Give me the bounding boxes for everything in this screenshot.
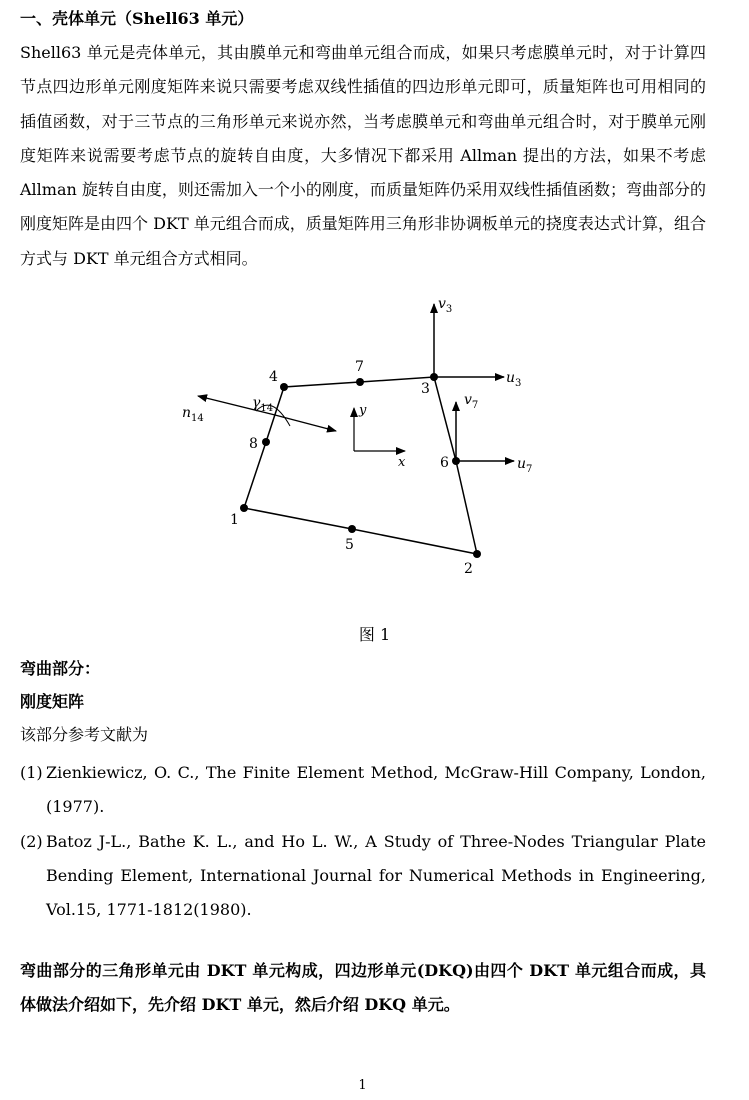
node-label-3: 3 <box>421 381 430 397</box>
node-label-5: 5 <box>345 537 354 553</box>
node-label-6: 6 <box>440 455 449 471</box>
figure-caption: 图 1 <box>358 625 391 644</box>
reference-list <box>20 756 706 927</box>
figure-shell-element <box>168 290 568 590</box>
node-2 <box>473 550 481 558</box>
reference-text: Batoz J-L., Bathe K. L., and Ho L. W., A Study of Three-Nodes Triangular Plate Bending Element, International Journal for Numerical Methods in Engineering, Vol.15, 1771-1812(1980). <box>46 831 706 920</box>
section-heading: 一、壳体单元（Shell63 单元） <box>20 9 254 28</box>
label-n14: $n_{14}$ <box>182 405 204 424</box>
node-1 <box>240 504 248 512</box>
reference-item <box>20 756 706 825</box>
closing-paragraph: 弯曲部分的三角形单元由 DKT 单元构成，四边形单元(DKQ)由四个 DKT 单元组合而成，具体做法介绍如下，先介绍 DKT 单元，然后介绍 DKQ 单元。 <box>20 961 706 1014</box>
node-label-8: 8 <box>249 436 258 452</box>
references-intro: 该部分参考文献为 <box>20 725 149 744</box>
node-label-2: 2 <box>464 561 473 577</box>
reference-number: (2) <box>20 831 43 851</box>
body-paragraph: Shell63 单元是壳体单元，其由膜单元和弯曲单元组合而成，如果只考虑膜单元时，对于计算四节点四边形单元刚度矩阵来说只需要考虑双线性插值的四边形单元即可，质量矩阵也可用相同的插值函数，对于三节点的三角形单元来说亦然，当考虑膜单元和弯曲单元组合时，对于膜单元刚度矩阵来说需要考虑节点的旋转自由度，大多情况下都采用 Allman 提出的方法，如果不考虑 Allman 旋转自由度，则还需加入一个小的刚度，而质量矩阵仍采用双线性插值函数；弯曲部分的刚度矩阵是由四个 DKT 单元组合而成，质量矩阵用三角形非协调板单元的挠度表达式计算，组合方式与 DKT 单元组合方式相同。 <box>20 43 706 268</box>
node-label-4: 4 <box>269 369 278 385</box>
node-8 <box>262 438 270 446</box>
node-4 <box>280 383 288 391</box>
node-7 <box>356 378 364 386</box>
label-v3: $v_3$ <box>438 296 453 315</box>
label-u3: $u_3$ <box>506 370 522 389</box>
reference-text: Zienkiewicz, O. C., The Finite Element Method, McGraw-Hill Company, London, (1977). <box>46 763 706 817</box>
reference-item <box>20 825 706 928</box>
label-gamma14: $\gamma_{14}$ <box>252 395 274 414</box>
page-number: 1 <box>358 1078 367 1093</box>
label-v7: $v_7$ <box>464 392 479 411</box>
label-u7: $u_7$ <box>517 456 533 475</box>
subheading-bending: 弯曲部分： <box>20 659 101 678</box>
subheading-stiffness: 刚度矩阵 <box>20 692 85 711</box>
node-5 <box>348 525 356 533</box>
reference-number: (1) <box>20 763 43 782</box>
node-label-1: 1 <box>230 512 239 528</box>
axis-x-label: x <box>398 455 406 470</box>
axis-y-label: y <box>359 403 367 418</box>
node-label-7: 7 <box>355 359 364 375</box>
